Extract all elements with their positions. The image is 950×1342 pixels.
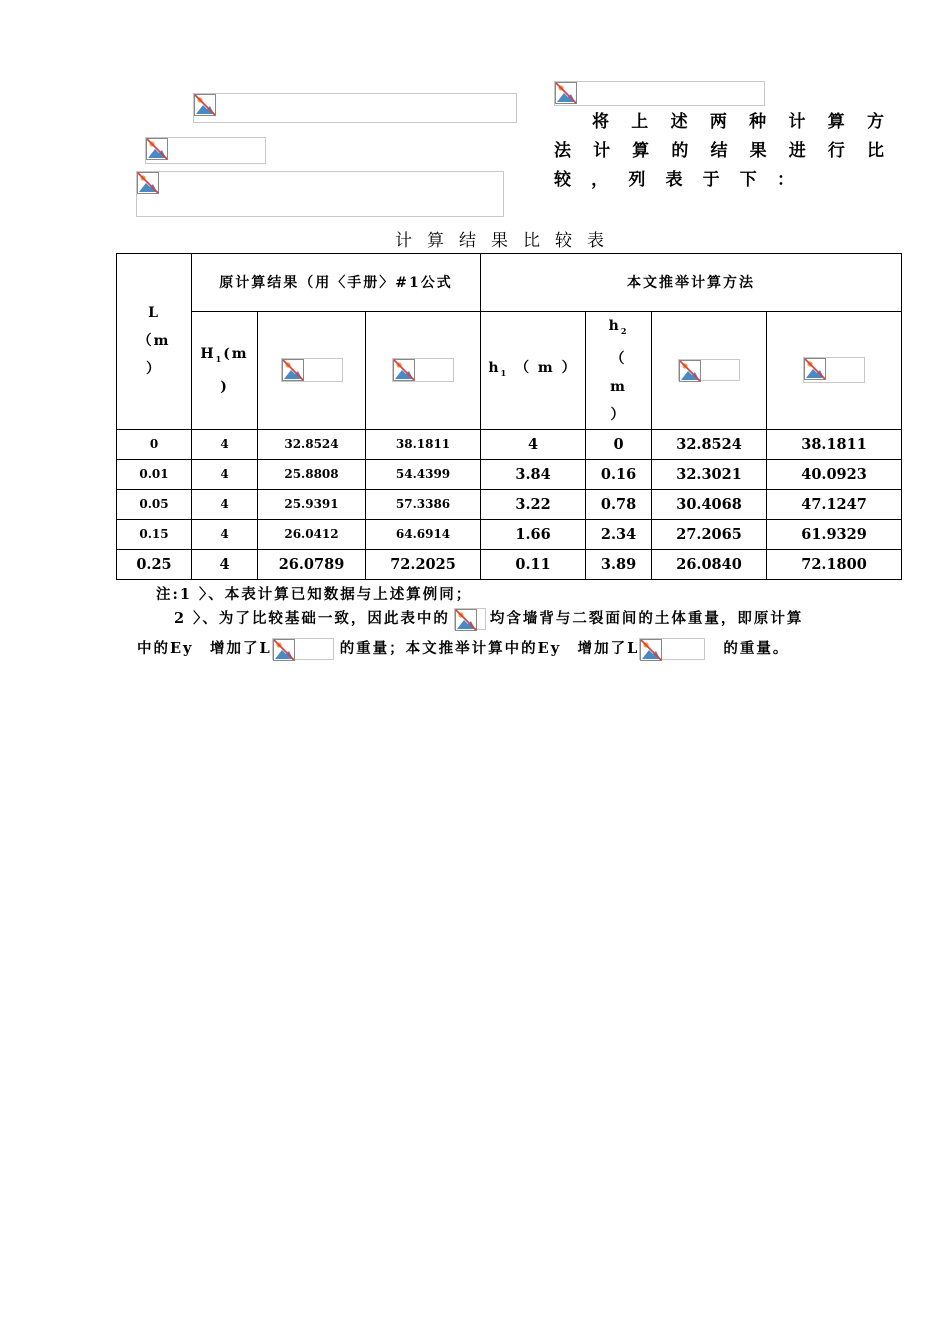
note-3-text-a: 中的Ey 增加了L xyxy=(137,640,272,657)
cell-H1: 4 xyxy=(192,519,258,549)
header-L-unit: （m xyxy=(137,333,171,350)
cell-h1: 1.66 xyxy=(481,519,586,549)
intro-char: 计 xyxy=(788,112,806,132)
comparison-table xyxy=(116,253,902,580)
broken-image-icon xyxy=(194,94,216,116)
note-3-text-b: 的重量；本文推举计算中的Ey 增加了L xyxy=(339,640,640,657)
intro-char: 算 xyxy=(632,141,650,161)
header-h2-unit: m xyxy=(610,378,627,395)
cell-h2: 3.89 xyxy=(586,549,652,579)
intro-line-1 xyxy=(554,108,884,137)
cell-h2: 2.34 xyxy=(586,519,652,549)
table-row xyxy=(117,429,902,459)
cell-orig-value-2: 64.6914 xyxy=(366,519,481,549)
header-original-result: 原计算结果（用〈手册〉#1公式 xyxy=(192,254,481,312)
header-h2-sub: 2 xyxy=(620,325,629,336)
intro-char: 结 xyxy=(710,141,728,161)
note-2-continuation xyxy=(137,637,789,660)
intro-char: 较 xyxy=(554,170,571,190)
header-formula-cell-1 xyxy=(258,312,366,430)
cell-h1: 3.84 xyxy=(481,459,586,489)
cell-L: 0.25 xyxy=(117,549,192,579)
cell-orig-value-1: 25.9391 xyxy=(258,489,366,519)
cell-new-value-2: 40.0923 xyxy=(767,459,902,489)
intro-char: 的 xyxy=(671,141,689,161)
cell-L: 0 xyxy=(117,429,192,459)
cell-H1: 4 xyxy=(192,429,258,459)
broken-image-icon xyxy=(146,138,168,160)
header-H1 xyxy=(192,312,258,430)
cell-new-value-1: 32.3021 xyxy=(652,459,767,489)
header-H1-close: ) xyxy=(220,378,229,395)
cell-orig-value-1: 25.8808 xyxy=(258,459,366,489)
formula-image-3 xyxy=(136,171,504,217)
formula-image-4 xyxy=(554,81,765,106)
cell-new-value-1: 26.0840 xyxy=(652,549,767,579)
broken-image-icon xyxy=(555,82,577,104)
cell-L: 0.15 xyxy=(117,519,192,549)
header-h1 xyxy=(481,312,586,430)
table-caption: 计算结果比较表 xyxy=(395,231,619,251)
cell-orig-value-2: 38.1811 xyxy=(366,429,481,459)
broken-image-icon xyxy=(282,359,304,381)
intro-line-2 xyxy=(554,137,884,166)
header-h1-sub: 1 xyxy=(500,367,509,378)
broken-image-icon xyxy=(273,639,295,661)
formula-image-9 xyxy=(454,608,486,630)
cell-orig-value-2: 57.3386 xyxy=(366,489,481,519)
cell-L: 0.05 xyxy=(117,489,192,519)
intro-char: 比 xyxy=(867,141,884,161)
intro-char: 种 xyxy=(749,112,767,132)
cell-h2: 0.78 xyxy=(586,489,652,519)
broken-image-icon xyxy=(804,358,826,380)
cell-H1: 4 xyxy=(192,459,258,489)
cell-orig-value-1: 26.0412 xyxy=(258,519,366,549)
formula-image-7 xyxy=(678,359,740,381)
header-L xyxy=(117,254,192,430)
intro-char: 果 xyxy=(749,141,767,161)
note-3-text-c: 的重量。 xyxy=(723,640,790,657)
cell-h2: 0.16 xyxy=(586,459,652,489)
intro-char: 两 xyxy=(709,112,727,132)
cell-orig-value-1: 26.0789 xyxy=(258,549,366,579)
header-h1-label: h xyxy=(488,360,501,376)
intro-char: ： xyxy=(776,170,794,190)
note-1: 注:1 〉、本表计算已知数据与上述算例同； xyxy=(156,586,473,603)
formula-image-11 xyxy=(639,638,705,660)
intro-char: 算 xyxy=(827,112,845,132)
cell-h1: 0.11 xyxy=(481,549,586,579)
intro-char: 于 xyxy=(702,170,720,190)
header-formula-cell-4 xyxy=(767,312,902,430)
header-L-close: ） xyxy=(146,361,162,378)
note-2-text-a: 2 〉、为了比较基础一致，因此表中的 xyxy=(174,610,450,627)
note-2-text-b: 均含墙背与二裂面间的土体重量，即原计算 xyxy=(489,610,804,627)
cell-orig-value-1: 32.8524 xyxy=(258,429,366,459)
intro-char: 计 xyxy=(593,141,611,161)
cell-orig-value-2: 54.4399 xyxy=(366,459,481,489)
header-h2-paren-open: （ xyxy=(610,350,627,367)
note-2 xyxy=(174,607,803,630)
header-H1-unit: (m xyxy=(223,346,249,362)
cell-new-value-2: 72.1800 xyxy=(767,549,902,579)
broken-image-icon xyxy=(679,360,701,382)
intro-char: 法 xyxy=(554,141,571,161)
header-h2-paren-close: ） xyxy=(610,406,627,423)
cell-new-value-1: 30.4068 xyxy=(652,489,767,519)
cell-new-value-2: 38.1811 xyxy=(767,429,902,459)
formula-image-2 xyxy=(145,137,266,164)
broken-image-icon xyxy=(640,639,662,661)
cell-H1: 4 xyxy=(192,489,258,519)
table-row xyxy=(117,459,902,489)
cell-H1: 4 xyxy=(192,549,258,579)
cell-orig-value-2: 72.2025 xyxy=(366,549,481,579)
header-formula-cell-2 xyxy=(366,312,481,430)
formula-image-6 xyxy=(392,358,454,382)
intro-char: 上 xyxy=(631,112,649,132)
cell-new-value-1: 32.8524 xyxy=(652,429,767,459)
header-H1-label: H xyxy=(200,346,216,362)
intro-line-3 xyxy=(554,166,794,195)
cell-h2: 0 xyxy=(586,429,652,459)
header-row-2 xyxy=(117,312,902,430)
intro-char: 行 xyxy=(827,141,845,161)
table-row xyxy=(117,489,902,519)
cell-new-value-2: 61.9329 xyxy=(767,519,902,549)
intro-char: 列 xyxy=(628,170,646,190)
table-row xyxy=(117,549,902,579)
formula-image-10 xyxy=(272,638,334,660)
intro-char: ， xyxy=(591,170,609,190)
header-row-1 xyxy=(117,254,902,312)
broken-image-icon xyxy=(455,609,477,631)
formula-image-8 xyxy=(803,357,865,383)
table-row xyxy=(117,519,902,549)
broken-image-icon xyxy=(393,359,415,381)
header-h1-unit: （ m ） xyxy=(515,360,578,376)
intro-char: 进 xyxy=(788,141,806,161)
header-h2-label: h xyxy=(608,318,621,334)
intro-paragraph xyxy=(554,108,884,195)
header-new-method: 本文推举计算方法 xyxy=(481,254,902,312)
header-L-label: L xyxy=(148,305,160,322)
intro-char: 述 xyxy=(670,112,688,132)
cell-L: 0.01 xyxy=(117,459,192,489)
intro-char: 表 xyxy=(665,170,683,190)
cell-h1: 4 xyxy=(481,429,586,459)
broken-image-icon xyxy=(137,172,159,194)
cell-new-value-1: 27.2065 xyxy=(652,519,767,549)
formula-image-1 xyxy=(193,93,517,123)
cell-h1: 3.22 xyxy=(481,489,586,519)
intro-char: 将 xyxy=(592,112,609,132)
header-formula-cell-3 xyxy=(652,312,767,430)
intro-char: 方 xyxy=(866,112,884,132)
intro-char: 下 xyxy=(739,170,757,190)
header-H1-sub: 1 xyxy=(215,353,224,364)
header-h2 xyxy=(586,312,652,430)
cell-new-value-2: 47.1247 xyxy=(767,489,902,519)
formula-image-5 xyxy=(281,358,343,382)
